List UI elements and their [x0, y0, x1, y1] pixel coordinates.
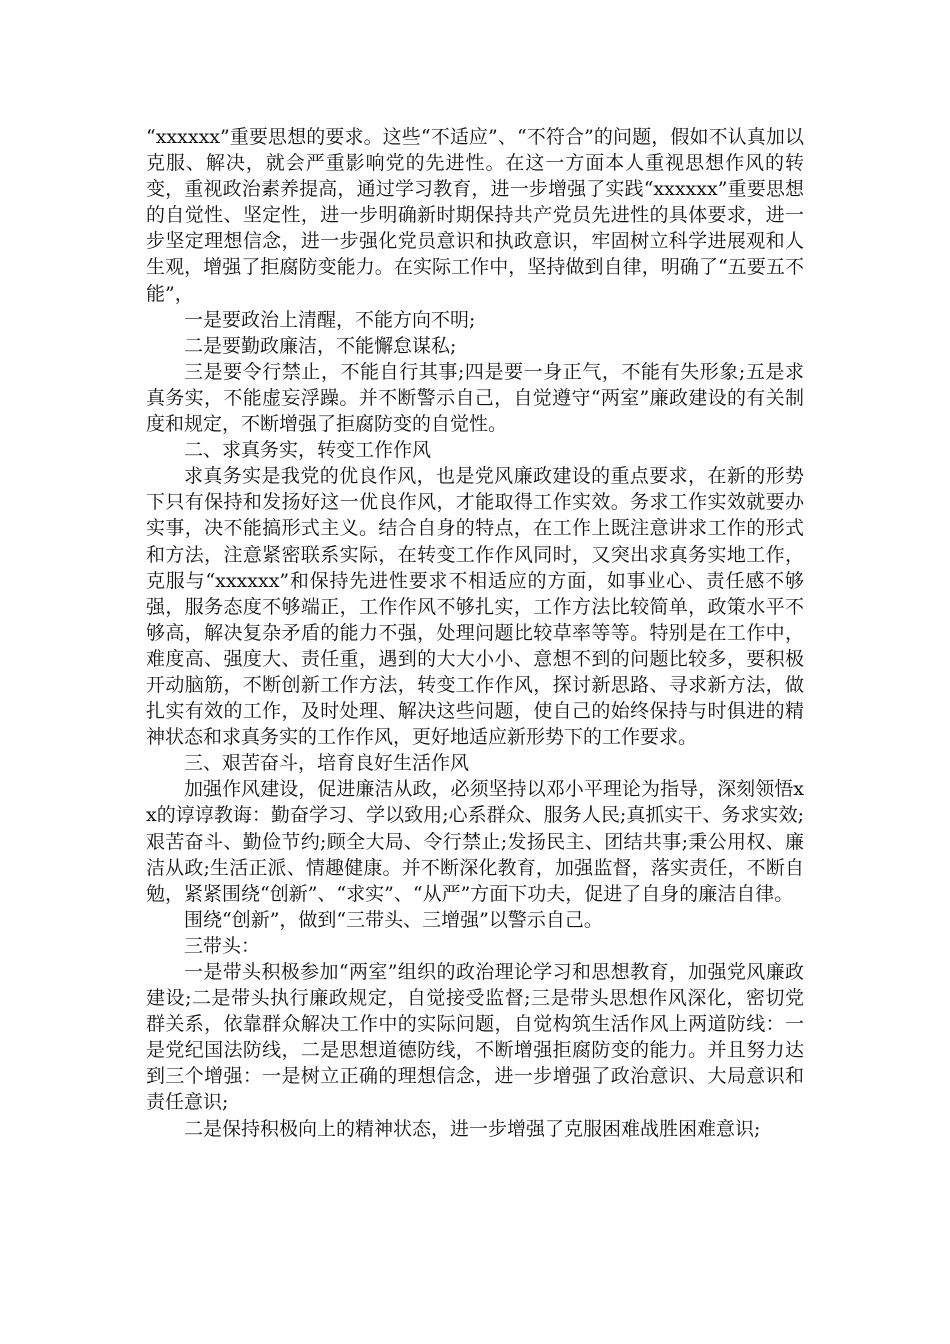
paragraph-innovation: 围绕“创新”，做到“三带头、三增强”以警示自己。 — [184, 908, 603, 931]
paragraph-intro: “xxxxxx”重要思想的要求。这些“不适应”、“不符合”的问题，假如不认真加以克服、解决，就会严重影响党的先进性。在这一方面本人重视思想作风的转变，重视政治素养提高，通过学习教育，进一步增强了实践“xxxxxx”重要思想的自觉性、坚定性，进一步明确新时期保持共产党员先进性的具体要求，进一步坚定理想信念，进一步强化党员意识和执政意识，牢固树立科学进展观和人生观，增强了拒腐防变能力。在实际工作中，坚持做到自律，明确了“五要五不能”， — [146, 126, 804, 305]
document-page — [146, 124, 804, 1142]
paragraph-item-1: 一是要政治上清醒，不能方向不明; — [184, 308, 476, 331]
paragraph-section-2-body: 求真务实是我党的优良作风，也是党风廉政建设的重点要求，在新的形势下只有保持和发扬好这一优良作风，才能取得工作实效。务求工作实效就要办实事，决不能搞形式主义。结合自身的特点，在工作上既注意讲求工作的形式和方法，注意紧密联系实际，在转变工作作风同时，又突出求真务实地工作，克服与“xxxxxx”和保持先进性要求不相适应的方面，如事业心、责任感不够强，服务态度不够端正，工作作风不够扎实，工作方法比较简单，政策水平不够高，解决复杂矛盾的能力不强，处理问题比较草率等等。特别是在工作中，难度高、强度大、责任重，遇到的大大小小、意想不到的问题比较多，要积极开动脑筋，不断创新工作方法，转变工作作风，探讨新思路、寻求新方法，做扎实有效的工作，及时处理、解决这些问题，使自己的始终保持与时俱进的精神状态和求真务实的工作作风，更好地适应新形势下的工作要求。 — [146, 465, 804, 749]
paragraph-second-enhancement: 二是保持积极向上的精神状态，进一步增强了克服困难战胜困难意识; — [184, 1117, 761, 1140]
paragraph-section-3-body: 加强作风建设，促进廉洁从政，必须坚持以邓小平理论为指导，深刻领悟xx的谆谆教诲：勤奋学习、学以致用;心系群众、服务人民;真抓实干、务求实效;艰苦奋斗、勤俭节约;顾全大局、令行禁止;发扬民主、团结共事;秉公用权、廉洁从政;生活正派、情趣健康。并不断深化教育，加强监督，落实责任，不断自勉，紧紧围绕“创新”、“求实”、“从严”方面下功夫，促进了自身的廉洁自律。 — [146, 778, 804, 905]
paragraph-item-3-5: 三是要令行禁止，不能自行其事;四是要一身正气，不能有失形象;五是求真务实，不能虚妄浮躁。并不断警示自己，自觉遵守“两室”廉政建设的有关制度和规定，不断增强了拒腐防变的自觉性。 — [146, 360, 804, 436]
paragraph-three-leads-label: 三带头： — [184, 934, 261, 957]
paragraph-three-leads-body: 一是带头积极参加“两室”组织的政治理论学习和思想教育，加强党风廉政建设;二是带头执行廉政规定，自觉接受监督;三是带头思想作风深化，密切党群关系，依靠群众解决工作中的实际问题，自觉构筑生活作风上两道防线：一是党纪国法防线，二是思想道德防线，不断增强拒腐防变的能力。并且努力达到三个增强：一是树立正确的理想信念，进一步增强了政治意识、大局意识和责任意识; — [146, 961, 804, 1114]
paragraph-item-2: 二是要勤政廉洁，不能懈怠谋私; — [184, 334, 457, 357]
section-heading-2: 二、求真务实，转变工作作风 — [184, 439, 432, 462]
section-heading-3: 三、艰苦奋斗，培育良好生活作风 — [184, 752, 470, 775]
